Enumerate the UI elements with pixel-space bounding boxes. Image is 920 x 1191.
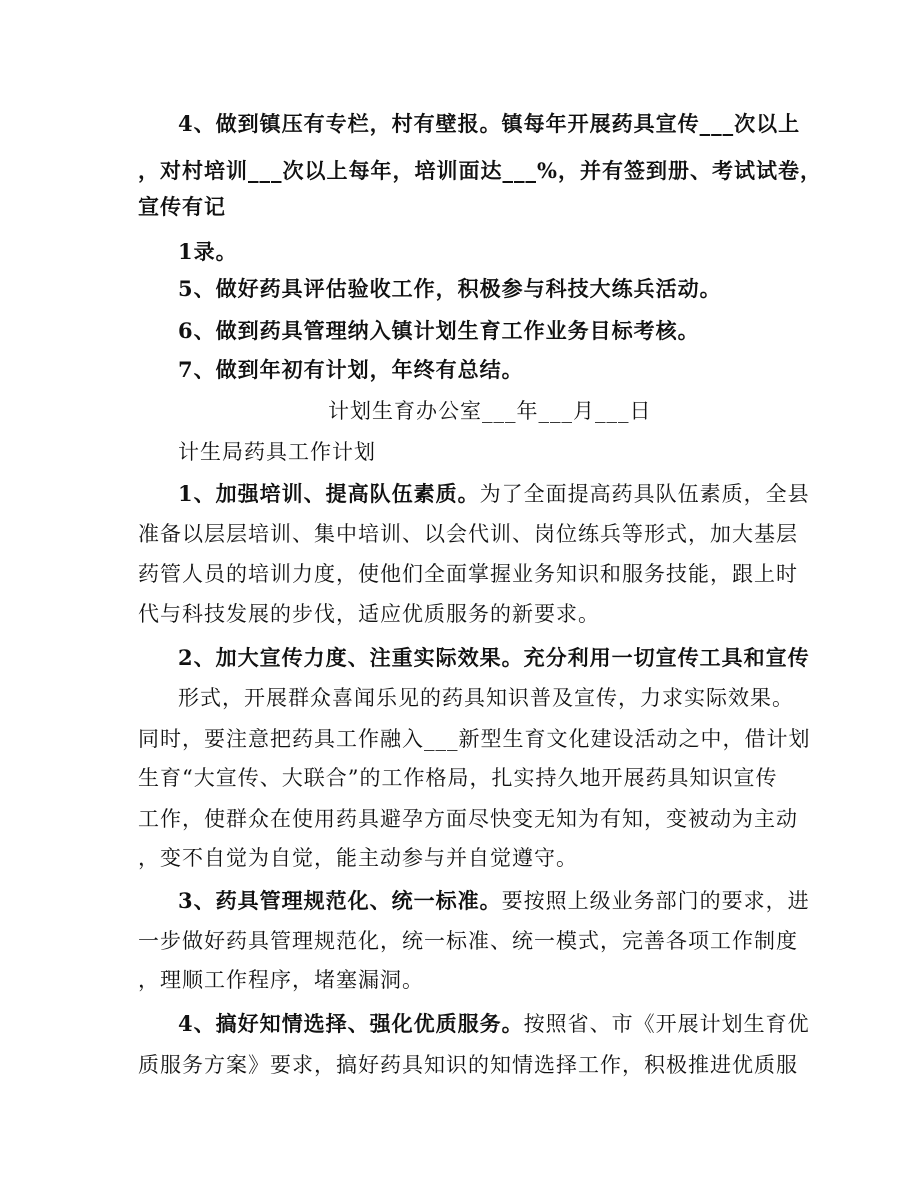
point3-line1 [178,887,810,915]
item4-line4: 1录。 [178,239,238,264]
point3-line3: ，理顺工作程序，堵塞漏洞。 [138,968,424,992]
point4-line1-rest: 按照省、市《开展计划生育优 [523,1012,810,1036]
point1-line4: 代与科技发展的步伐，适应优质服务的新要求。 [138,602,600,626]
item7-line: 7、做到年初有计划，年终有总结。 [178,357,524,382]
point2-line4: 生育“大宣传、大联合”的工作格局，扎实持久地开展药具知识宣传 [138,766,778,790]
point3-line2: 一步做好药具管理规范化，统一标准、统一模式，完善各项工作制度 [138,929,798,953]
item5-line: 5、做好药具评估验收工作，积极参与科技大练兵活动。 [178,276,722,301]
item6-line: 6、做到药具管理纳入镇计划生育工作业务目标考核。 [178,318,700,343]
item4-line1: 4、做到镇压有专栏，村有壁报。镇每年开展药具宣传___次以上 [178,111,801,136]
point1-heading: 1、加强培训、提高队伍素质。 [178,481,480,506]
plan-title: 计生局药具工作计划 [178,440,376,464]
point3-heading: 3、药具管理规范化、统一标准。 [178,888,502,913]
point3-line1-rest: 要按照上级业务部门的要求，进 [501,889,810,913]
point2-line6: ，变不自觉为自觉，能主动参与并自觉遵守。 [138,846,578,870]
point2-heading: 2、加大宣传力度、注重实际效果。充分利用一切宣传工具和宣传 [178,645,810,670]
point4-line2: 质服务方案》要求，搞好药具知识的知情选择工作，积极推进优质服 [138,1053,798,1077]
point4-line1 [178,1010,810,1038]
point1-line2: 准备以层层培训、集中培训、以会代训、岗位练兵等形式，加大基层 [138,522,798,546]
point2-line2: 形式，开展群众喜闻乐见的药具知识普及宣传，力求实际效果。 [178,686,794,710]
point1-line1 [178,480,810,508]
item4-line2: ，对村培训___次以上每年，培训面达___%，并有签到册、考试试卷， [138,158,822,183]
point2-line5: 工作，使群众在使用药具避孕方面尽快变无知为有知，变被动为主动 [138,807,798,831]
point4-heading: 4、搞好知情选择、强化优质服务。 [178,1011,524,1036]
point1-line3: 药管人员的培训力度，使他们全面掌握业务知识和服务技能，跟上时 [138,562,798,586]
point1-line1-rest: 为了全面提高药具队伍素质，全县 [479,482,810,506]
point2-line3: 同时，要注意把药具工作融入___新型生育文化建设活动之中，借计划 [138,727,811,751]
office-signature: 计划生育办公室___年___月___日 [328,399,652,423]
item4-line3: 宣传有记 [138,194,226,219]
